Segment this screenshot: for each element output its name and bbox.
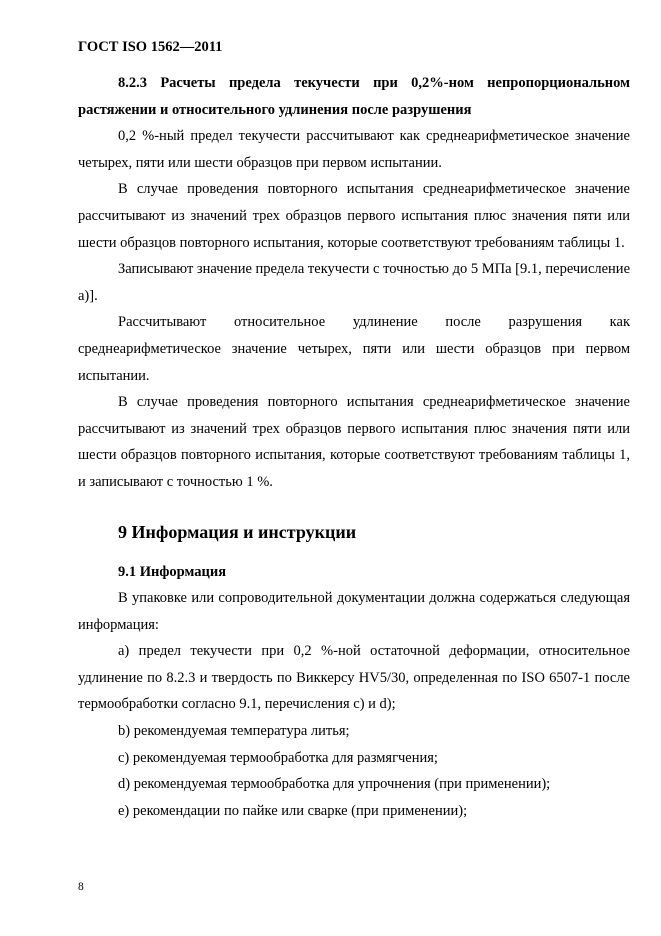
document-body <box>78 70 630 824</box>
paragraph: В случае проведения повторного испытания среднеарифметическое значение рассчитывают из значений трех образцов первого испытания плюс значения пяти или шести образцов повторного испытания, которые соответствуют требованиям таблицы 1, и записывают с точностью 1 %. <box>78 394 630 490</box>
paragraph: В упаковке или сопроводительной документации должна содержаться следующая информация: <box>78 590 630 633</box>
paragraph: Записывают значение предела текучести с точностью до 5 МПа [9.1, перечисление a)]. <box>78 261 631 304</box>
list-item: c) рекомендуемая термообработка для размягчения; <box>118 749 438 766</box>
page-number: 8 <box>78 881 84 893</box>
paragraph: В случае проведения повторного испытания среднеарифметическое значение рассчитывают из значений трех образцов первого испытания плюс значения пяти или шести образцов повторного испытания, которые соответствуют требованиям таблицы 1. <box>78 181 630 251</box>
paragraph: 0,2 %-ный предел текучести рассчитывают как среднеарифметическое значение четырех, пяти или шести образцов при первом испытании. <box>78 128 630 171</box>
document-header: ГОСТ ISO 1562—2011 <box>78 39 223 55</box>
section-8-2-3-title: 8.2.3 Расчеты предела текучести при 0,2%-ном непропорциональном растяжении и относительного удлинения после разрушения <box>78 75 630 118</box>
section-9-1-title: 9.1 Информация <box>118 563 227 580</box>
list-item: a) предел текучести при 0,2 %-ной остаточной деформации, относительное удлинение по 8.2.3 и твердость по Виккерсу HV5/30, определенная по ISO 6507-1 после термообработки согласно 9.1, перечисления c) и d); <box>78 643 630 713</box>
list-item: d) рекомендуемая термообработка для упрочнения (при применении); <box>118 776 551 793</box>
section-9-title: 9 Информация и инструкции <box>118 521 357 542</box>
paragraph: Рассчитывают относительное удлинение после разрушения как среднеарифметическое значение четырех, пяти или шести образцов при первом испытании. <box>78 314 630 384</box>
list-item: e) рекомендации по пайке или сварке (при применении); <box>118 802 468 819</box>
list-item: b) рекомендуемая температура литья; <box>118 723 350 740</box>
